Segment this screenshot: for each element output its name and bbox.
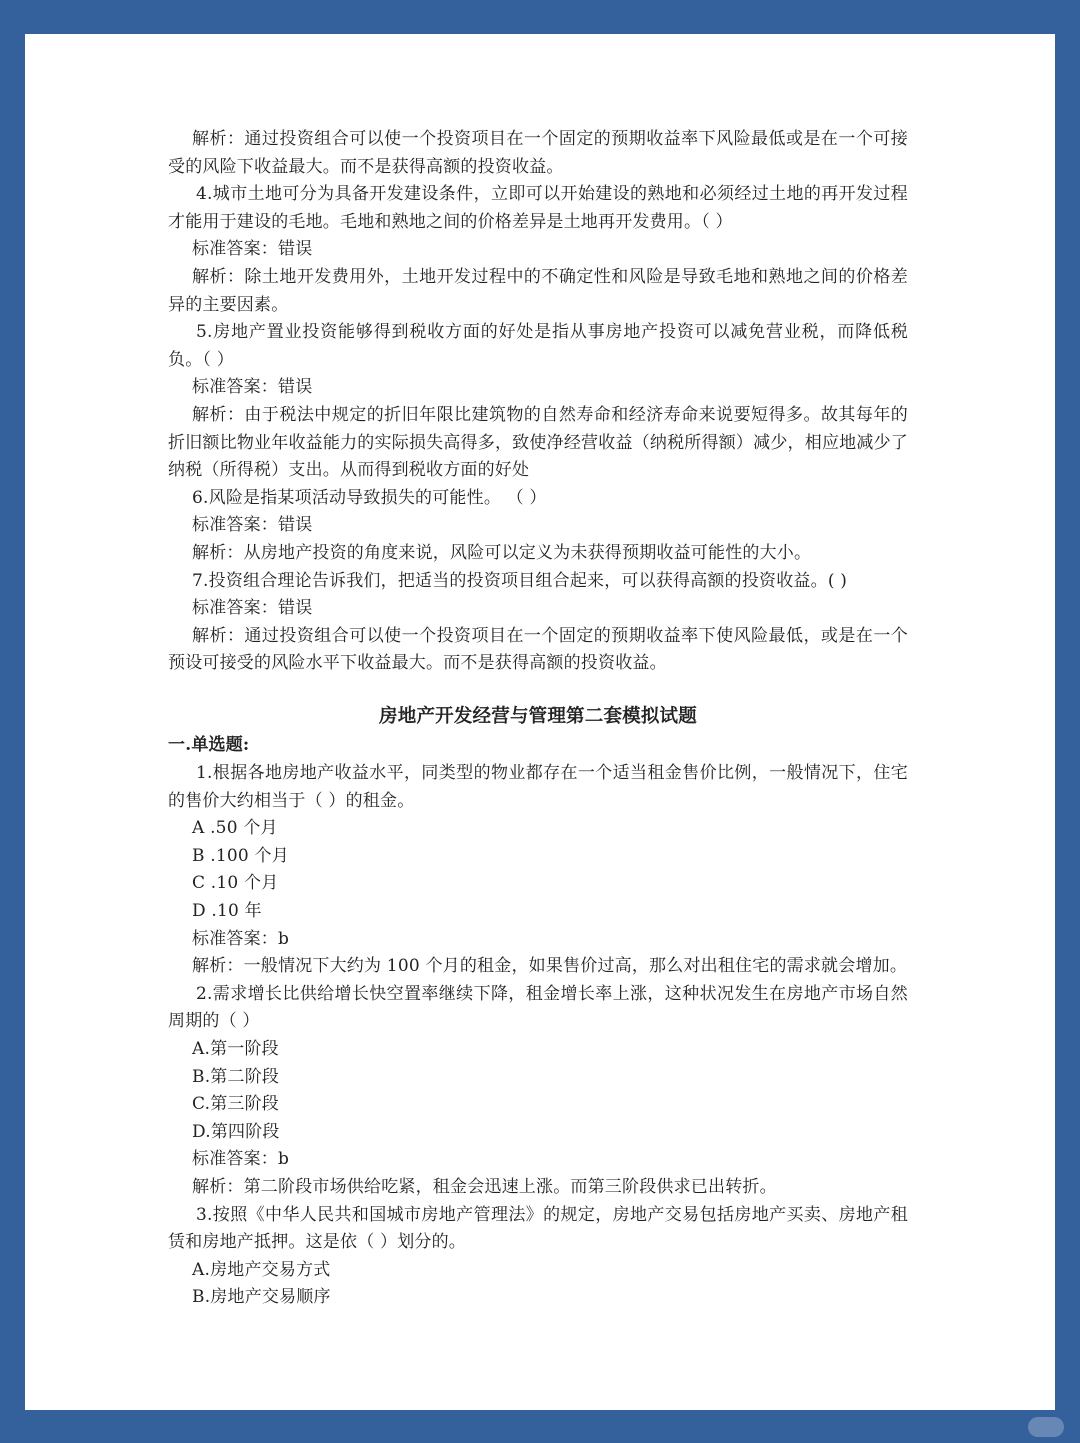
answer-6: 标准答案：错误 xyxy=(192,515,313,536)
option-b: B .100 个月 xyxy=(192,845,289,866)
question-5: 5.房地产置业投资能够得到税收方面的好处是指从事房地产投资可以减免营业税，而降低税负。（ ） xyxy=(168,322,908,370)
option-b: B.房地产交易顺序 xyxy=(192,1287,331,1308)
option-a: A .50 个月 xyxy=(192,818,278,839)
section-title: 房地产开发经营与管理第二套模拟试题 xyxy=(379,705,697,727)
single-choice-question-2: 2.需求增长比供给增长快空置率继续下降，租金增长率上涨，这种状况发生在房地产市场自然周期的（ ） xyxy=(168,983,908,1032)
document-page xyxy=(25,34,1055,1410)
explanation-4: 解析：除土地开发费用外，土地开发过程中的不确定性和风险是导致毛地和熟地之间的价格差异的主要因素。 xyxy=(168,266,908,315)
sub-title: 一.单选题: xyxy=(168,735,250,756)
question-4: 4.城市土地可分为具备开发建设条件，立即可以开始建设的熟地和必须经过土地的再开发过程才能用于建设的毛地。毛地和熟地之间的价格差异是土地再开发费用。（ ） xyxy=(168,184,908,232)
option-c: C.第三阶段 xyxy=(192,1094,280,1115)
option-d: D .10 年 xyxy=(192,901,262,922)
explanation-paragraph: 解析：通过投资组合可以使一个投资项目在一个固定的预期收益率下风险最低或是在一个可接受的风险下收益最大。而不是获得高额的投资收益。 xyxy=(168,129,908,177)
explanation-6: 解析：从房地产投资的角度来说，风险可以定义为未获得预期收益可能性的大小。 xyxy=(192,542,812,563)
watermark-badge xyxy=(1028,1417,1064,1437)
document-content xyxy=(168,126,908,1312)
explanation-s2: 解析：第二阶段市场供给吃紧，租金会迅速上涨。而第三阶段供求已出转折。 xyxy=(192,1176,777,1197)
explanation-s1: 解析：一般情况下大约为 100 个月的租金，如果售价过高，那么对出租住宅的需求就会增加。 xyxy=(192,956,908,977)
single-choice-question-1: 1.根据各地房地产收益水平，同类型的物业都存在一个适当租金售价比例，一般情况下，住宅的售价大约相当于（ ）的租金。 xyxy=(168,763,908,811)
option-a: A.房地产交易方式 xyxy=(192,1259,331,1280)
single-choice-question-3: 3.按照《中华人民共和国城市房地产管理法》的规定，房地产交易包括房地产买卖、房地产租赁和房地产抵押。这是依（ ）划分的。 xyxy=(168,1204,908,1253)
answer-4: 标准答案：错误 xyxy=(192,239,313,260)
option-a: A.第一阶段 xyxy=(192,1039,279,1059)
answer-5: 标准答案：错误 xyxy=(192,377,313,398)
option-b: B.第二阶段 xyxy=(192,1066,280,1087)
explanation-5: 解析：由于税法中规定的折旧年限比建筑物的自然寿命和经济寿命来说要短得多。故其每年的折旧额比物业年收益能力的实际损失高得多，致使净经营收益（纳税所得额）减少，相应地减少了纳税（所得税）支出。从而得到税收方面的好处 xyxy=(168,404,908,481)
answer-s1: 标准答案：b xyxy=(192,928,290,949)
option-d: D.第四阶段 xyxy=(192,1121,280,1142)
question-7: 7.投资组合理论告诉我们，把适当的投资项目组合起来，可以获得高额的投资收益。( ) xyxy=(192,570,848,591)
question-6: 6.风险是指某项活动导致损失的可能性。 （ ） xyxy=(192,487,547,508)
option-c: C .10 个月 xyxy=(192,873,279,894)
answer-s2: 标准答案：b xyxy=(192,1149,290,1170)
answer-7: 标准答案：错误 xyxy=(192,598,313,619)
explanation-7: 解析：通过投资组合可以使一个投资项目在一个固定的预期收益率下使风险最低，或是在一个预设可接受的风险水平下收益最大。而不是获得高额的投资收益。 xyxy=(168,625,908,674)
